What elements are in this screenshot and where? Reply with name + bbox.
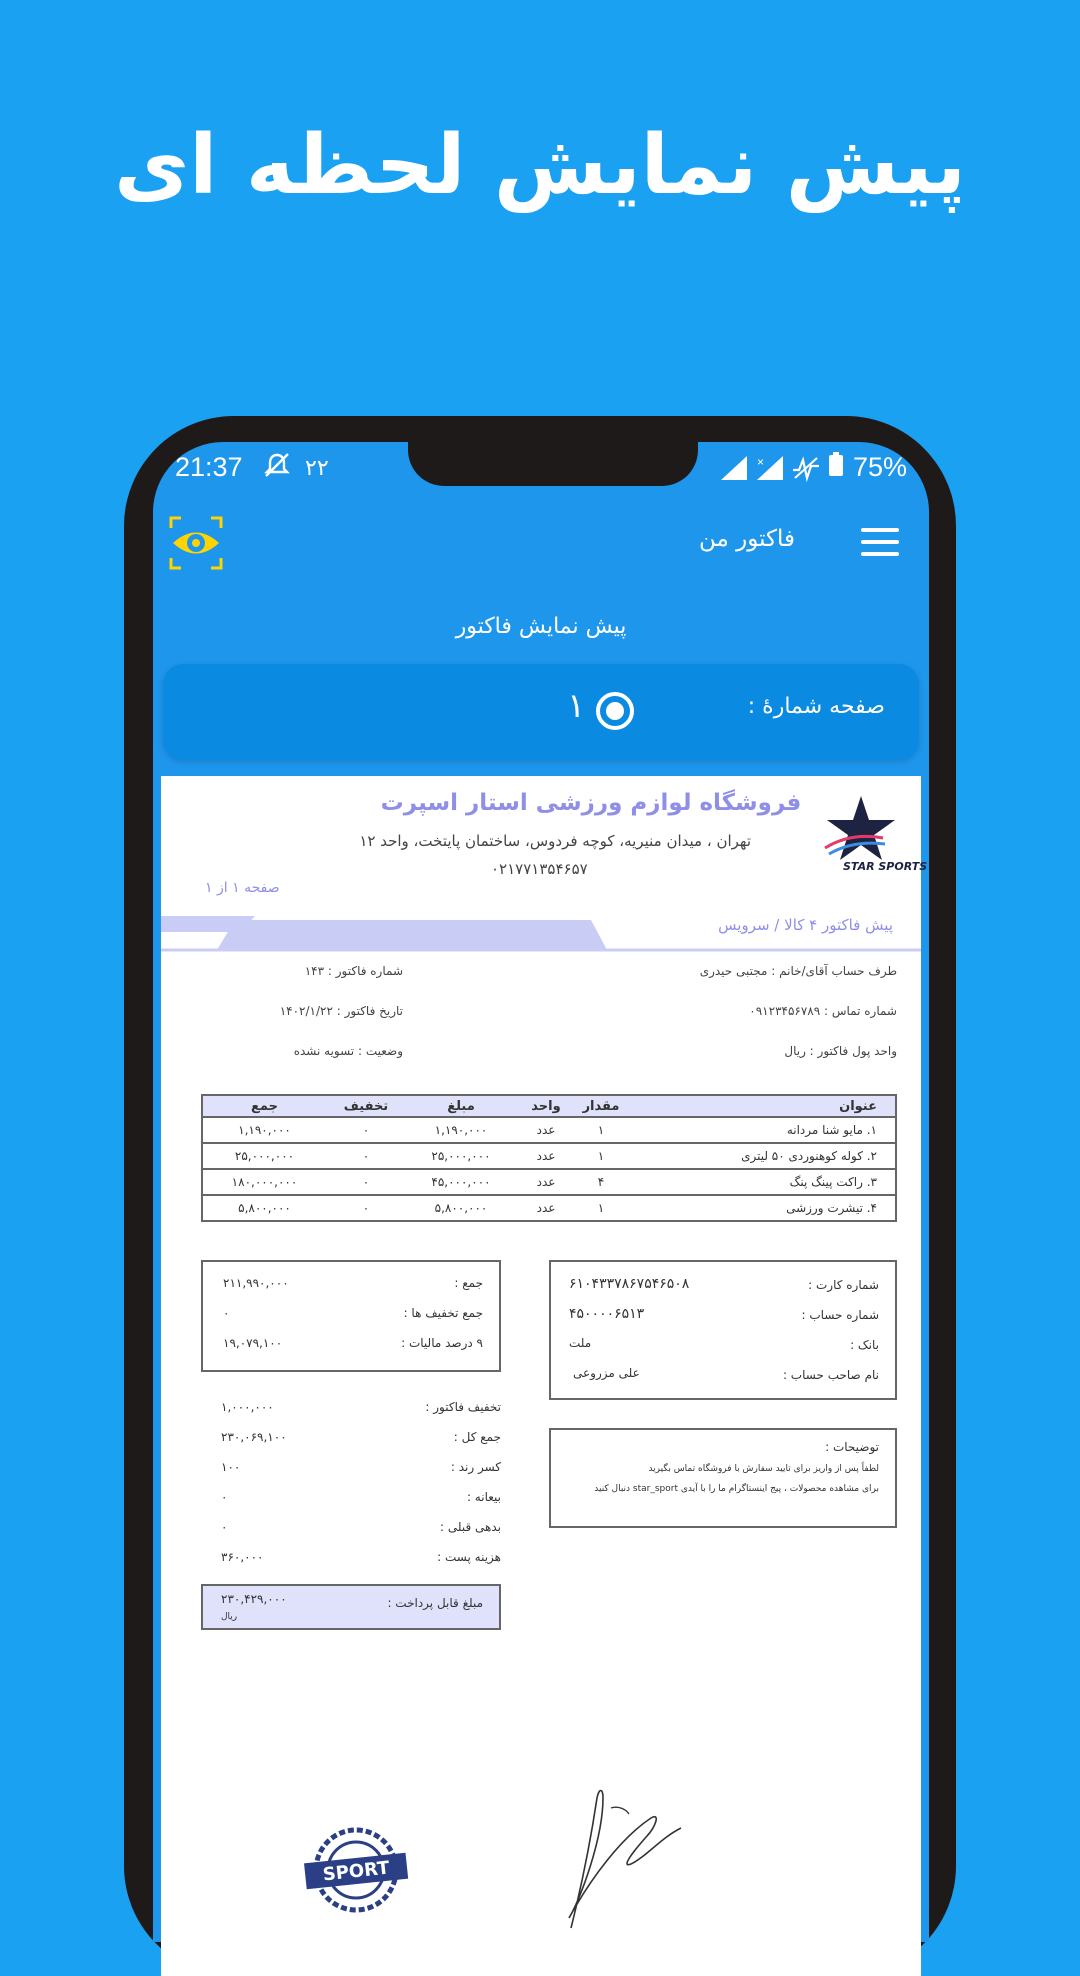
page-number-label: صفحه شمارهٔ : bbox=[747, 694, 885, 719]
rounding-value: ۱۰۰ bbox=[221, 1460, 241, 1474]
signal-icon bbox=[721, 456, 747, 480]
shipping-value: ۳۶۰,۰۰۰ bbox=[221, 1550, 264, 1564]
card-label: شماره کارت : bbox=[808, 1278, 879, 1292]
status-notifications bbox=[263, 452, 329, 484]
item-qty: ۱ bbox=[576, 1117, 626, 1143]
mute-icon bbox=[263, 452, 291, 484]
battery-icon bbox=[829, 452, 843, 483]
tax-label: ۹ درصد مالیات : bbox=[401, 1336, 483, 1350]
hero-title: پیش نمایش لحظه ای bbox=[114, 118, 966, 213]
account-label: شماره حساب : bbox=[801, 1308, 879, 1322]
signature bbox=[551, 1778, 691, 1938]
bank-value: ملت bbox=[569, 1336, 592, 1350]
grand-total-value: ۲۳۰,۰۶۹,۱۰۰ bbox=[221, 1430, 287, 1444]
summary-box bbox=[201, 1260, 501, 1372]
payable-unit: ریال bbox=[221, 1612, 238, 1622]
col-title: عنوان bbox=[626, 1095, 896, 1117]
card-value: ۶۱۰۴۳۳۷۸۶۷۵۴۶۵۰۸ bbox=[569, 1276, 690, 1292]
shipping-label: هزینه پست : bbox=[437, 1550, 501, 1564]
bank-info-box bbox=[549, 1260, 897, 1400]
item-qty: ۱ bbox=[576, 1143, 626, 1169]
item-discount: ۰ bbox=[326, 1195, 406, 1221]
meta-currency: واحد پول فاکتور : ریال bbox=[784, 1044, 897, 1058]
item-unit: عدد bbox=[516, 1143, 576, 1169]
app-title: فاکتور من bbox=[698, 526, 795, 552]
invoice-doc-title: پیش فاکتور ۴ کالا / سرویس bbox=[718, 916, 893, 934]
col-discount: تخفیف bbox=[326, 1095, 406, 1117]
item-discount: ۰ bbox=[326, 1169, 406, 1195]
item-title: ۳. راکت پینگ پنگ bbox=[626, 1169, 896, 1195]
item-total: ۵,۸۰۰,۰۰۰ bbox=[202, 1195, 326, 1221]
stamp-text: SPORT bbox=[321, 1857, 391, 1886]
camera-notch bbox=[408, 442, 698, 486]
meta-date: تاریخ فاکتور : ۱۴۰۲/۱/۲۲ bbox=[279, 1004, 403, 1018]
table-row bbox=[202, 1195, 896, 1221]
table-row bbox=[202, 1117, 896, 1143]
account-value: ۴۵۰۰۰۰۶۵۱۳ bbox=[569, 1306, 645, 1322]
payable-label: مبلغ قابل پرداخت : bbox=[387, 1596, 483, 1610]
item-total: ۱,۱۹۰,۰۰۰ bbox=[202, 1117, 326, 1143]
col-total: جمع bbox=[202, 1095, 326, 1117]
app-bar bbox=[153, 490, 929, 662]
item-title: ۱. مایو شنا مردانه bbox=[626, 1117, 896, 1143]
notes-line-2: برای مشاهده محصولات ، پیج اینستاگرام ما را با آیدی star_sport دنبال کنید bbox=[594, 1484, 879, 1494]
tax-value: ۱۹,۰۷۹,۱۰۰ bbox=[223, 1336, 283, 1350]
logo-text: STAR SPORTS bbox=[843, 860, 928, 873]
wifi-off-icon bbox=[793, 456, 819, 480]
item-unit: عدد bbox=[516, 1117, 576, 1143]
page-number: ۱ bbox=[567, 686, 586, 726]
col-unit: واحد bbox=[516, 1095, 576, 1117]
discounts-value: ۰ bbox=[223, 1306, 230, 1320]
previous-debt-value: ۰ bbox=[221, 1520, 228, 1534]
payable-value: ۲۳۰,۴۲۹,۰۰۰ bbox=[221, 1592, 287, 1606]
page-selector[interactable] bbox=[163, 664, 919, 760]
deposit-value: ۰ bbox=[221, 1490, 228, 1504]
page-of: صفحه ۱ از ۱ bbox=[205, 880, 280, 896]
item-discount: ۰ bbox=[326, 1143, 406, 1169]
col-price: مبلغ bbox=[406, 1095, 516, 1117]
meta-number: شماره فاکتور : ۱۴۳ bbox=[304, 964, 403, 978]
svg-text:×: × bbox=[756, 454, 764, 469]
item-unit: عدد bbox=[516, 1195, 576, 1221]
notes-line-1: لطفاً پس از واریز برای تایید سفارش با فروشگاه تماس بگیرید bbox=[648, 1464, 879, 1474]
invoice-discount-label: تخفیف فاکتور : bbox=[425, 1400, 501, 1414]
bank-label: بانک : bbox=[850, 1338, 879, 1352]
app-screen bbox=[153, 442, 929, 1942]
owner-label: نام صاحب حساب : bbox=[782, 1368, 879, 1382]
notes-box bbox=[549, 1428, 897, 1528]
item-discount: ۰ bbox=[326, 1117, 406, 1143]
menu-button[interactable] bbox=[861, 528, 899, 558]
notes-title: توضیحات : bbox=[825, 1440, 879, 1454]
signal-no-data-icon bbox=[757, 456, 783, 480]
item-total: ۱۸۰,۰۰۰,۰۰۰ bbox=[202, 1169, 326, 1195]
status-right bbox=[721, 452, 907, 483]
item-price: ۱,۱۹۰,۰۰۰ bbox=[406, 1117, 516, 1143]
meta-contact: شماره تماس : ۰۹۱۲۳۴۵۶۷۸۹ bbox=[749, 1004, 897, 1018]
meta-party: طرف حساب آقای/خانم : مجتبی حیدری bbox=[699, 964, 897, 978]
store-name: فروشگاه لوازم ورزشی استار اسپرت bbox=[380, 790, 802, 816]
owner-value: علی مزروعی bbox=[573, 1366, 640, 1380]
col-qty: مقدار bbox=[576, 1095, 626, 1117]
table-row bbox=[202, 1169, 896, 1195]
page-subtitle: پیش نمایش فاکتور bbox=[455, 614, 627, 639]
table-row bbox=[202, 1143, 896, 1169]
battery-level: 75% bbox=[852, 452, 907, 482]
item-title: ۴. تیشرت ورزشی bbox=[626, 1195, 896, 1221]
store-phone: ۰۲۱۷۷۱۳۵۴۶۵۷ bbox=[491, 860, 588, 878]
notification-count: ۲۲ bbox=[305, 455, 329, 480]
item-price: ۵,۸۰۰,۰۰۰ bbox=[406, 1195, 516, 1221]
meta-state: وضعیت : تسویه نشده bbox=[293, 1044, 403, 1058]
payable-box bbox=[201, 1584, 501, 1630]
items-table bbox=[201, 1094, 897, 1222]
item-price: ۲۵,۰۰۰,۰۰۰ bbox=[406, 1143, 516, 1169]
status-time: 21:37 bbox=[175, 452, 243, 482]
item-price: ۴۵,۰۰۰,۰۰۰ bbox=[406, 1169, 516, 1195]
rounding-label: کسر رند : bbox=[450, 1460, 501, 1474]
previous-debt-label: بدهی قبلی : bbox=[440, 1520, 501, 1534]
item-qty: ۱ bbox=[576, 1195, 626, 1221]
eye-logo-icon[interactable] bbox=[169, 516, 223, 570]
item-qty: ۴ bbox=[576, 1169, 626, 1195]
items-header-row bbox=[202, 1095, 896, 1117]
grand-total-label: جمع کل : bbox=[453, 1430, 501, 1444]
menu-icon bbox=[861, 528, 899, 532]
star-sports-logo bbox=[821, 794, 928, 884]
store-address: تهران ، میدان منیریه، کوچه فردوس، ساختمان پایتخت، واحد ۱۲ bbox=[359, 832, 751, 850]
sport-stamp bbox=[301, 1822, 411, 1918]
deposit-label: بیعانه : bbox=[466, 1490, 501, 1504]
item-title: ۲. کوله کوهنوردی ۵۰ لیتری bbox=[626, 1143, 896, 1169]
page-radio-button[interactable] bbox=[596, 692, 634, 730]
item-unit: عدد bbox=[516, 1169, 576, 1195]
discounts-label: جمع تخفیف ها : bbox=[403, 1306, 483, 1320]
invoice-preview bbox=[161, 776, 928, 1976]
item-total: ۲۵,۰۰۰,۰۰۰ bbox=[202, 1143, 326, 1169]
sum-label: جمع : bbox=[454, 1276, 483, 1290]
invoice-discount-value: ۱,۰۰۰,۰۰۰ bbox=[221, 1400, 274, 1414]
sum-value: ۲۱۱,۹۹۰,۰۰۰ bbox=[223, 1276, 289, 1290]
